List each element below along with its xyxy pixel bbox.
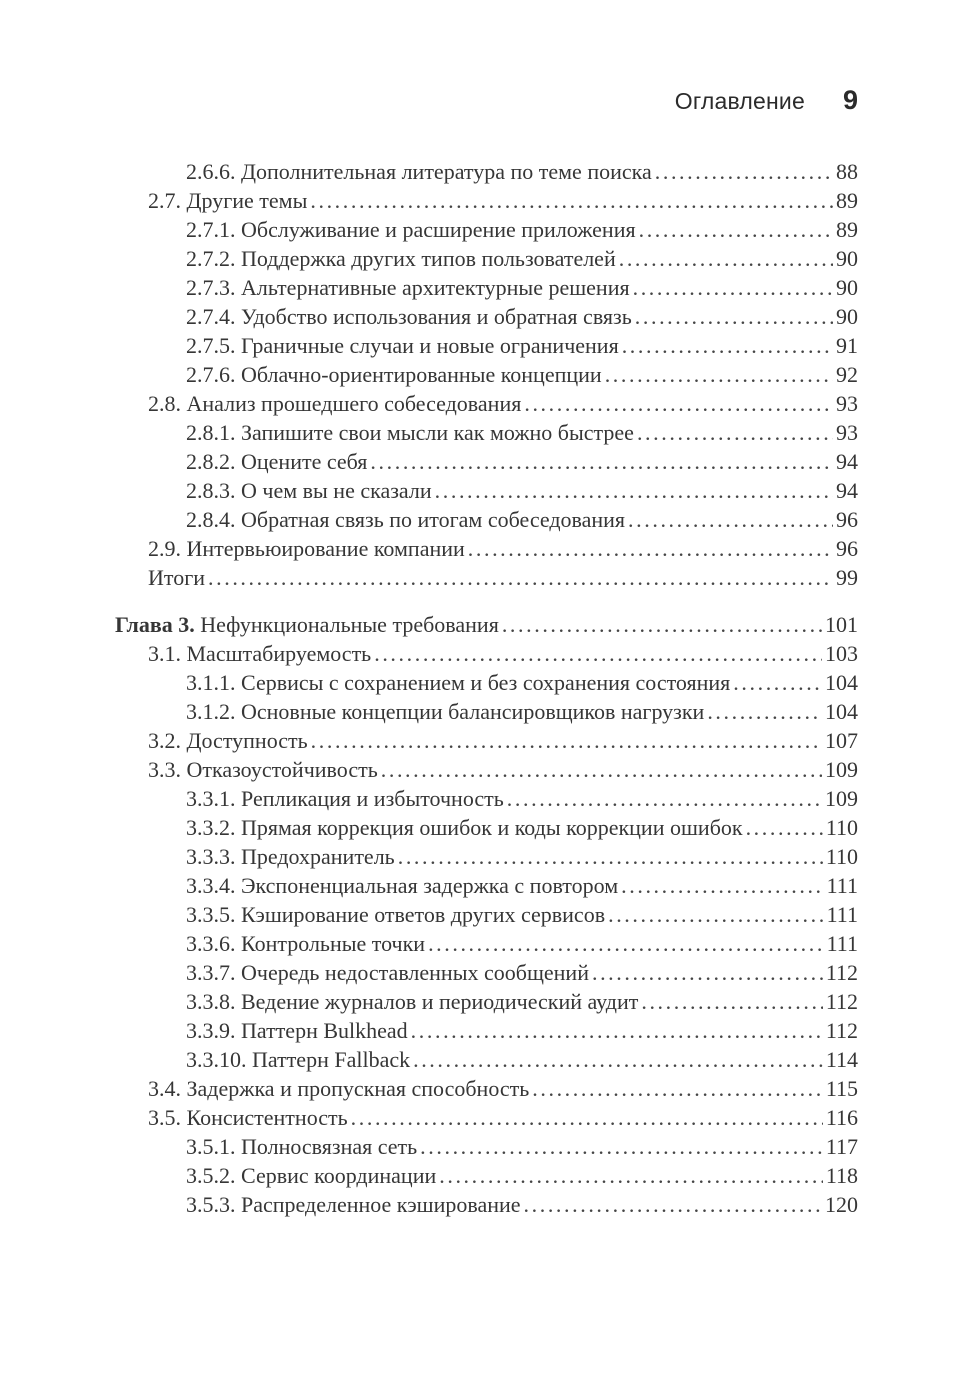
toc-entry-dot-leader <box>641 987 822 1016</box>
toc-entry-dot-leader <box>311 726 822 755</box>
toc-entry <box>115 958 858 987</box>
toc-entry-chapter-prefix: Глава 3. <box>115 612 201 637</box>
toc-entry <box>115 331 858 360</box>
toc-entry-title: 3.1. Масштабируемость <box>148 641 372 666</box>
toc-entry <box>115 900 858 929</box>
toc-entry-title: 2.7.6. Облачно-ориентированные концепции <box>186 362 602 387</box>
toc-entry <box>115 929 858 958</box>
toc-entry-title: 2.7.2. Поддержка других типов пользователей <box>186 246 616 271</box>
toc-entry-dot-leader <box>637 418 833 447</box>
toc-entry-dot-leader <box>628 505 833 534</box>
toc-entry <box>115 157 858 186</box>
toc-entry <box>115 1161 858 1190</box>
toc-entry-title: 3.2. Доступность <box>148 728 308 753</box>
toc-entry-title: 3.1.1. Сервисы с сохранением и без сохранения состояния <box>186 670 731 695</box>
toc-entry-title: Итоги <box>148 565 206 590</box>
toc-entry <box>115 784 858 813</box>
toc-entry-title: 3.3.2. Прямая коррекция ошибок и коды коррекции ошибок <box>186 815 743 840</box>
toc-entry-dot-leader <box>622 331 833 360</box>
toc-entry-page-number: 96 <box>836 507 858 532</box>
toc-entry-title: 2.7.5. Граничные случаи и новые ограничения <box>186 333 619 358</box>
toc-entry-dot-leader <box>605 360 833 389</box>
toc-entry-title: 3.3.9. Паттерн Bulkhead <box>186 1018 408 1043</box>
toc-entry-page-number: 96 <box>836 536 858 561</box>
toc-entry-page-number: 90 <box>836 304 858 329</box>
toc-entry <box>115 755 858 784</box>
toc-entry-title: 3.3.8. Ведение журналов и периодический аудит <box>186 989 639 1014</box>
toc-entry-dot-leader <box>310 186 833 215</box>
toc-entry-dot-leader <box>608 900 824 929</box>
toc-entry-title: 2.8.4. Обратная связь по итогам собеседования <box>186 507 626 532</box>
toc-entry <box>115 813 858 842</box>
toc-entry-title: 3.4. Задержка и пропускная способность <box>148 1076 530 1101</box>
toc-entry-dot-leader <box>502 610 822 639</box>
toc-entry-dot-leader <box>374 639 822 668</box>
toc-entry <box>115 505 858 534</box>
toc-entry-title: 3.5.1. Полносвязная сеть <box>186 1134 418 1159</box>
toc-entry-title: 3.3.5. Кэширование ответов других сервисов <box>186 902 606 927</box>
toc-entry <box>115 1016 858 1045</box>
toc-entry-title: 3.3.7. Очередь недоставленных сообщений <box>186 960 589 985</box>
toc-entry-page-number: 117 <box>825 1134 858 1159</box>
toc-entry <box>115 610 858 639</box>
toc-entry-dot-leader <box>420 1132 823 1161</box>
toc-entry-page-number: 110 <box>825 844 858 869</box>
toc-entry-title: 2.7.1. Обслуживание и расширение приложения <box>186 217 636 242</box>
toc-entry-page-number: 93 <box>836 420 858 445</box>
toc-entry-title: 3.5.2. Сервис координации <box>186 1163 437 1188</box>
toc-entry-page-number: 111 <box>826 902 858 927</box>
toc-entry <box>115 1190 858 1219</box>
toc-entry <box>115 1132 858 1161</box>
toc-entry-page-number: 111 <box>826 931 858 956</box>
toc-entry <box>115 639 858 668</box>
toc-entry-page-number: 103 <box>825 641 858 666</box>
toc-entry-dot-leader <box>428 929 824 958</box>
toc-entry-page-number: 93 <box>836 391 858 416</box>
toc-entry <box>115 1045 858 1074</box>
toc-entry <box>115 476 858 505</box>
toc-entry-page-number: 101 <box>825 612 858 637</box>
toc-entry-title: 2.8.3. О чем вы не сказали <box>186 478 432 503</box>
toc-entry-title: 3.3.3. Предохранитель <box>186 844 395 869</box>
toc-entry-dot-leader <box>524 1190 822 1219</box>
toc-entry-dot-leader <box>411 1016 823 1045</box>
toc-entry <box>115 447 858 476</box>
toc-entry <box>115 668 858 697</box>
toc-entry <box>115 534 858 563</box>
toc-entry-page-number: 92 <box>836 362 858 387</box>
toc-entry-title: 3.3.10. Паттерн Fallback <box>186 1047 411 1072</box>
toc-entry <box>115 215 858 244</box>
toc-entry-page-number: 89 <box>836 217 858 242</box>
toc-entry-dot-leader <box>370 447 833 476</box>
toc-entry-page-number: 116 <box>825 1105 858 1130</box>
toc-entry-page-number: 90 <box>836 246 858 271</box>
toc-entry <box>115 273 858 302</box>
toc-entry <box>115 360 858 389</box>
toc-entry-page-number: 109 <box>825 757 858 782</box>
toc-entry <box>115 302 858 331</box>
toc-entry-page-number: 109 <box>825 786 858 811</box>
toc-entry-title: 3.3.1. Репликация и избыточность <box>186 786 504 811</box>
toc-entry <box>115 563 858 592</box>
toc-entry-page-number: 89 <box>836 188 858 213</box>
toc-entry-page-number: 107 <box>825 728 858 753</box>
toc-entry <box>115 871 858 900</box>
toc-entry-dot-leader <box>733 668 822 697</box>
toc-entry-dot-leader <box>435 476 833 505</box>
toc-entry-page-number: 104 <box>825 699 858 724</box>
toc-entry-title: 2.8.1. Запишите свои мысли как можно быстрее <box>186 420 634 445</box>
toc-entry-title: 3.5. Консистентность <box>148 1105 348 1130</box>
toc-entry-dot-leader <box>208 563 833 592</box>
toc-entry-page-number: 88 <box>836 159 858 184</box>
toc-entry-page-number: 112 <box>825 1018 858 1043</box>
toc-entry-page-number: 112 <box>825 989 858 1014</box>
toc-entry <box>115 697 858 726</box>
toc-entry-title: 2.7.4. Удобство использования и обратная связь <box>186 304 632 329</box>
toc-entry-title: 2.8.2. Оцените себя <box>186 449 368 474</box>
toc-entry-page-number: 114 <box>825 1047 858 1072</box>
toc-entry <box>115 726 858 755</box>
toc-entry <box>115 1103 858 1132</box>
toc-entry-dot-leader <box>507 784 822 813</box>
toc-entry-page-number: 115 <box>825 1076 858 1101</box>
toc-entry-title: 3.5.3. Распределенное кэширование <box>186 1192 521 1217</box>
toc-entry-dot-leader <box>439 1161 823 1190</box>
toc-entry-dot-leader <box>635 302 833 331</box>
toc-entry-dot-leader <box>398 842 823 871</box>
toc-entry-page-number: 111 <box>826 873 858 898</box>
toc-entry-title: 3.3.4. Экспоненциальная задержка с повтором <box>186 873 619 898</box>
toc-entry-title: Нефункциональные требования <box>200 612 499 637</box>
toc-entry <box>115 1074 858 1103</box>
toc-entry-dot-leader <box>351 1103 823 1132</box>
toc-entry-dot-leader <box>468 534 833 563</box>
toc-entry-title: 2.6.6. Дополнительная литература по теме поиска <box>186 159 652 184</box>
toc-entry <box>115 244 858 273</box>
toc-entry-page-number: 94 <box>836 478 858 503</box>
toc-entry-page-number: 118 <box>825 1163 858 1188</box>
toc-entry <box>115 418 858 447</box>
toc-entry-dot-leader <box>639 215 833 244</box>
running-head-title: Оглавление <box>674 88 805 114</box>
toc-entry-page-number: 99 <box>836 565 858 590</box>
toc-entry-dot-leader <box>524 389 833 418</box>
toc-entry-dot-leader <box>413 1045 823 1074</box>
toc-entry-page-number: 112 <box>825 960 858 985</box>
toc-entry <box>115 389 858 418</box>
toc-entry <box>115 186 858 215</box>
toc-entry-title: 3.3.6. Контрольные точки <box>186 931 426 956</box>
running-head-page-number: 9 <box>842 85 858 115</box>
toc-entry-title: 2.8. Анализ прошедшего собеседования <box>148 391 522 416</box>
toc-entry-title: 3.1.2. Основные концепции балансировщиков нагрузки <box>186 699 705 724</box>
toc-list <box>115 157 858 1219</box>
running-head <box>115 86 858 115</box>
toc-entry <box>115 842 858 871</box>
toc-entry-dot-leader <box>707 697 822 726</box>
toc-entry-dot-leader <box>381 755 822 784</box>
toc-entry-title: 2.7. Другие темы <box>148 188 308 213</box>
toc-entry <box>115 987 858 1016</box>
toc-entry-page-number: 94 <box>836 449 858 474</box>
toc-entry-page-number: 110 <box>825 815 858 840</box>
toc-entry-page-number: 91 <box>836 333 858 358</box>
toc-entry-dot-leader <box>619 244 833 273</box>
toc-entry-dot-leader <box>621 871 823 900</box>
toc-entry-title: 2.9. Интервьюирование компании <box>148 536 465 561</box>
toc-entry-dot-leader <box>532 1074 823 1103</box>
toc-entry-title: 3.3. Отказоустойчивость <box>148 757 378 782</box>
toc-entry-dot-leader <box>633 273 833 302</box>
toc-entry-page-number: 104 <box>825 670 858 695</box>
toc-entry-dot-leader <box>746 813 823 842</box>
toc-entry-dot-leader <box>655 157 833 186</box>
toc-entry-title: 2.7.3. Альтернативные архитектурные решения <box>186 275 630 300</box>
toc-entry-page-number: 120 <box>825 1192 858 1217</box>
toc-entry-dot-leader <box>592 958 823 987</box>
toc-entry-page-number: 90 <box>836 275 858 300</box>
